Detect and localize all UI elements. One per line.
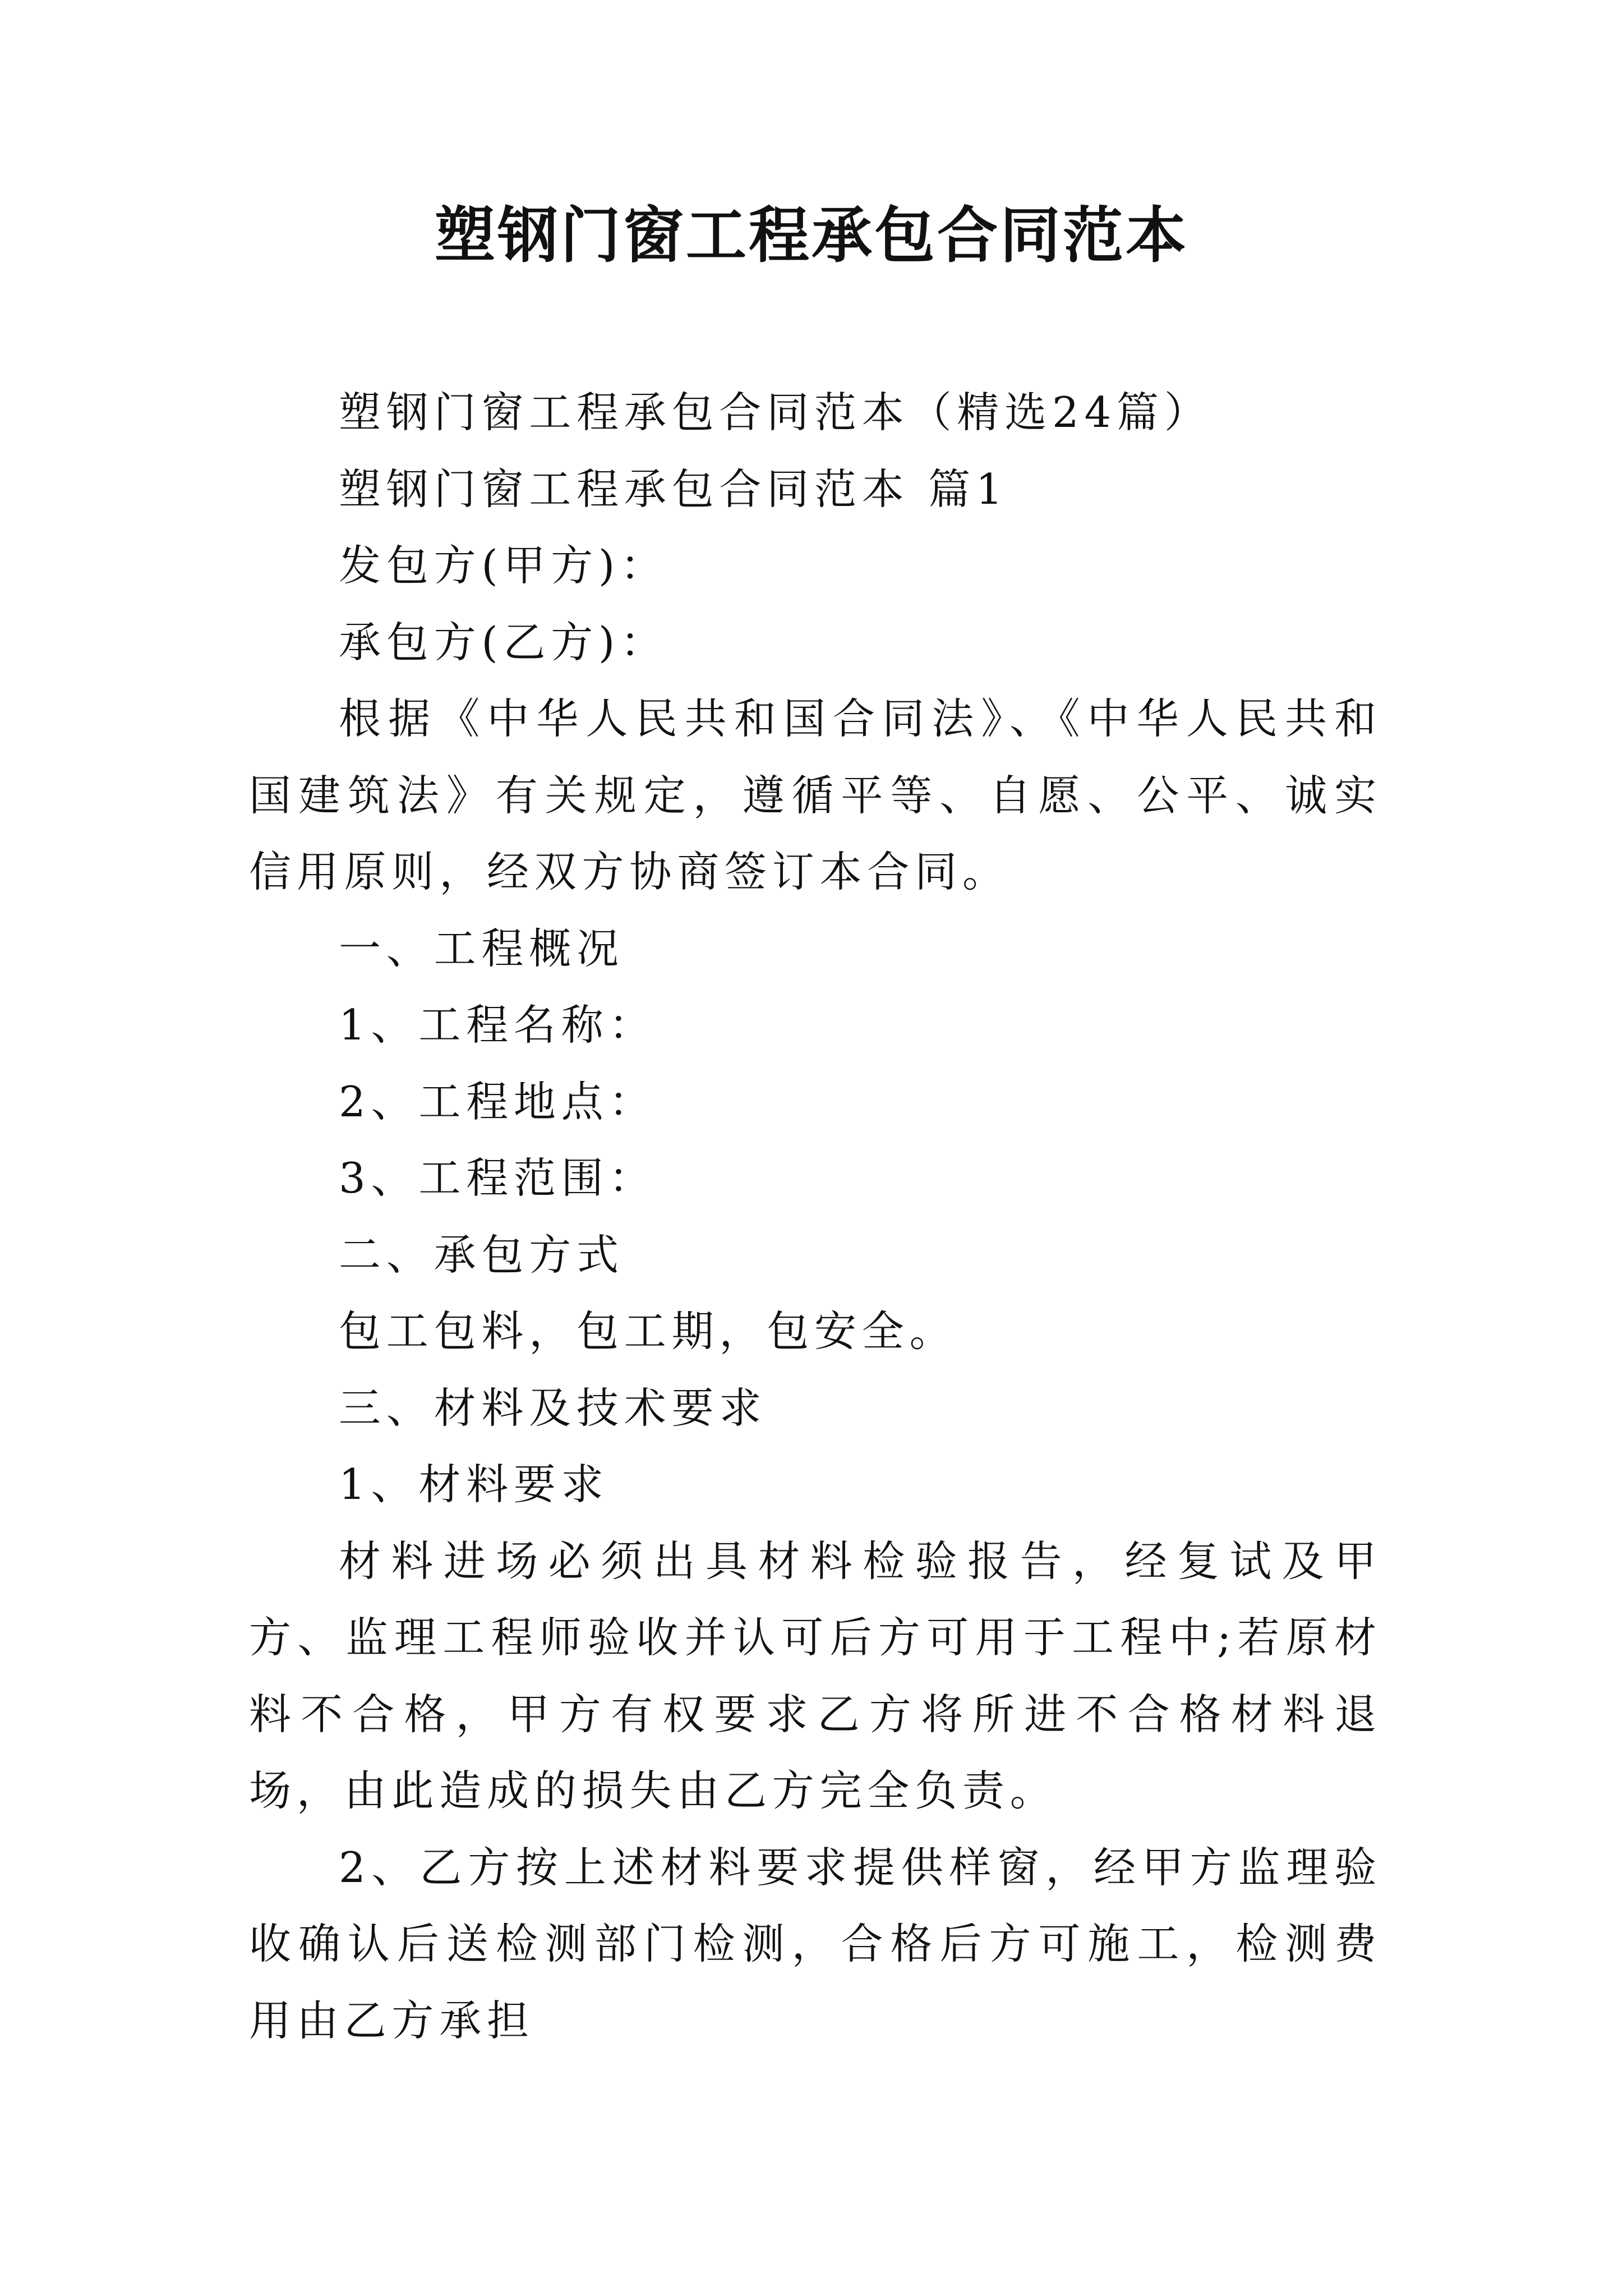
paragraph-materials-requirement-title: 1、材料要求 (339, 1460, 609, 1509)
document-title: 塑钢门窗工程承包合同范本 (434, 200, 1188, 271)
paragraph-heading-materials: 三、材料及技术要求 (339, 1383, 767, 1433)
paragraph-heading-overview: 一、工程概况 (339, 923, 624, 973)
paragraph-party-b: 承包方(乙方)： (339, 617, 668, 667)
paragraph-contract-mode: 包工包料，包工期，包安全。 (339, 1306, 957, 1356)
paragraph-subtitle: 塑钢门窗工程承包合同范本（精选24篇） (339, 388, 1212, 437)
paragraph-project-scope: 3、工程范围： (339, 1153, 657, 1203)
paragraph-materials-requirement: 材料进场必须出具材料检验报告，经复试及甲方、监理工程师验收并认可后方可用于工程中;若原材料不合格，甲方有权要求乙方将所进不合格材料退场，由此造成的损失由乙方完全负责。 (249, 1536, 1382, 1815)
paragraph-sample-window: 2、乙方按上述材料要求提供样窗，经甲方监理验收确认后送检测部门检测，合格后方可施工，检测费用由乙方承担 (249, 1842, 1382, 2045)
paragraph-heading-contract-mode: 二、承包方式 (339, 1230, 624, 1280)
paragraph-section-heading: 塑钢门窗工程承包合同范本 篇1 (339, 464, 1008, 514)
paragraph-project-name: 1、工程名称： (339, 1000, 657, 1050)
paragraph-party-a: 发包方(甲方)： (339, 541, 668, 590)
document-body (249, 374, 1382, 2059)
paragraph-intro: 根据《中华人民共和国合同法》、《中华人民共和国建筑法》有关规定，遵循平等、自愿、公平、诚实信用原则，经双方协商签订本合同。 (249, 694, 1382, 896)
paragraph-project-location: 2、工程地点： (339, 1076, 657, 1126)
